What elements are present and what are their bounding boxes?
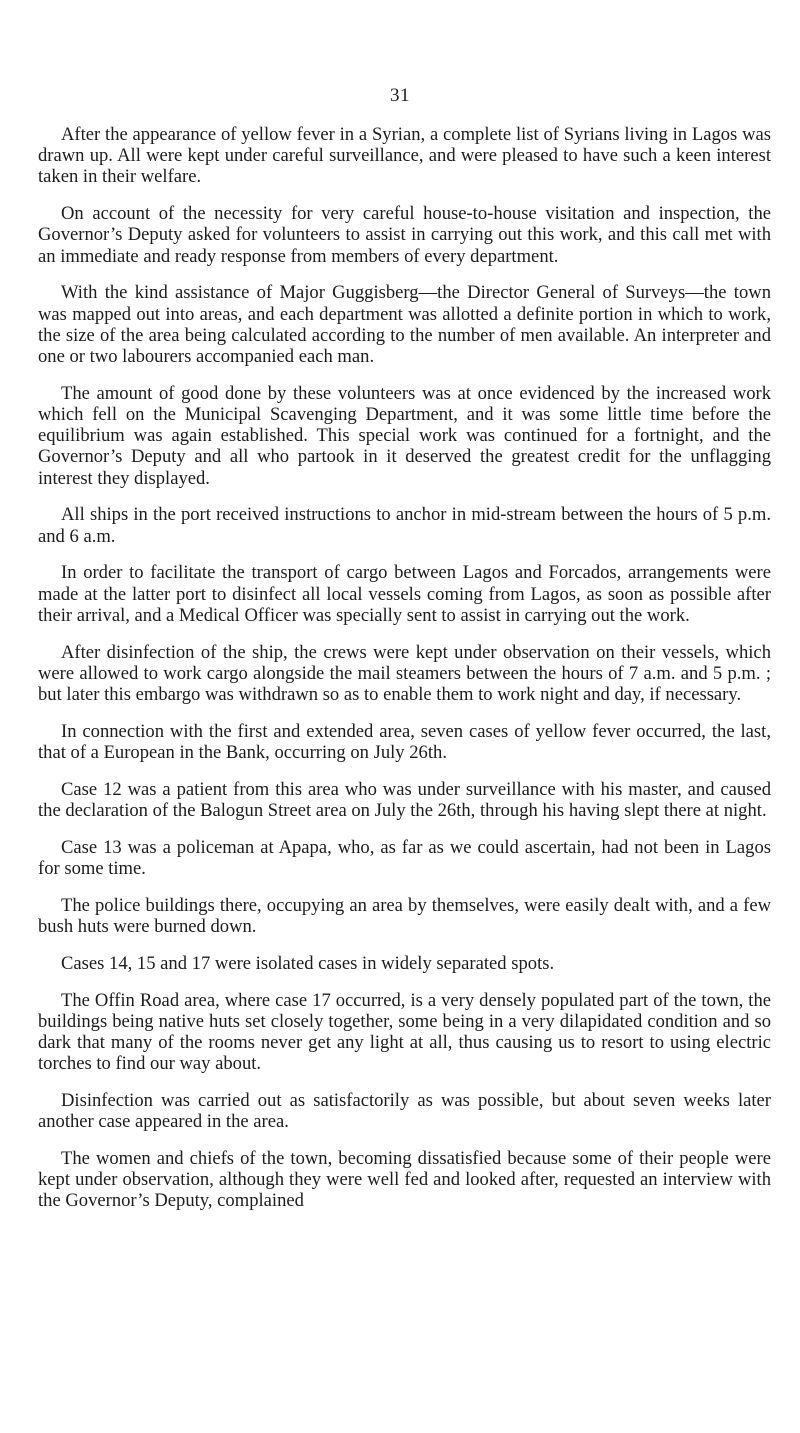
paragraph-ships-anchor: All ships in the port received instructions to anchor in mid-stream between the hours of 5 p.m. and 6 a.m. [38, 504, 771, 547]
paragraph-town-mapping: With the kind assistance of Major Guggisberg—the Director General of Surveys—the town was mapped out into areas, and each department was allotted a definite portion in which to work, the size of the area being calculated according to the number of men available. An interpreter and one or two labourers accompanied each man. [38, 282, 771, 368]
page-number: 31 [390, 85, 410, 106]
paragraph-isolated-cases: Cases 14, 15 and 17 were isolated cases in widely separated spots. [61, 952, 555, 974]
paragraph-volunteer-results: The amount of good done by these volunteers was at once evidenced by the increased work which fell on the Municipal Scavenging Department, and it was some little time before the equilibrium was again established. This special work was continued for a fortnight, and the Governor’s Deputy and all who partook in it deserved the greatest credit for the unflagging interest they displayed. [38, 382, 771, 489]
paragraph-disinfection: Disinfection was carried out as satisfactorily as was possible, but about seven weeks later another case appeared in the area. [38, 1090, 771, 1133]
paragraph-first-area-cases: In connection with the first and extended area, seven cases of yellow fever occurred, the last, that of a European in the Bank, occurring on July 26th. [38, 720, 771, 764]
body-text [38, 124, 771, 1227]
paragraph-offin-road: The Offin Road area, where case 17 occurred, is a very densely populated part of the town, the buildings being native huts set closely together, some being in a very dilapidated condition and so dark that many of the rooms never get any light at all, thus causing us to resort to using electric torches to find our way about. [38, 989, 771, 1075]
paragraph-case-12: Case 12 was a patient from this area who was under surveillance with his master, and caused the declaration of the Balogun Street area on July the 26th, through his having slept there at night. [38, 778, 771, 822]
paragraph-women-chiefs: The women and chiefs of the town, becoming dissatisfied because some of their people were kept under observation, although they were well fed and looked after, requested an interview with the Governor’s Deputy, complained [38, 1148, 771, 1212]
paragraph-police-buildings: The police buildings there, occupying an area by themselves, were easily dealt with, and a few bush huts were burned down. [38, 894, 771, 938]
paragraph-volunteers-request: On account of the necessity for very careful house-to-house visitation and inspection, the Governor’s Deputy asked for volunteers to assist in carrying out this work, and this call met with an immediate and ready response from members of every department. [38, 203, 771, 267]
paragraph-forcados-cargo: In order to facilitate the transport of cargo between Lagos and Forcados, arrangements were made at the latter port to disinfect all local vessels coming from Lagos, as soon as possible after their arrival, and a Medical Officer was specially sent to assist in carrying out the work. [38, 562, 771, 626]
paragraph-syrians-list: After the appearance of yellow fever in a Syrian, a complete list of Syrians living in Lagos was drawn up. All were kept under careful surveillance, and were pleased to have such a keen interest taken in their welfare. [38, 124, 771, 188]
paragraph-case-13: Case 13 was a policeman at Apapa, who, as far as we could ascertain, had not been in Lagos for some time. [38, 836, 771, 880]
paragraph-crew-observation: After disinfection of the ship, the crews were kept under observation on their vessels, which were allowed to work cargo alongside the mail steamers between the hours of 7 a.m. and 5 p.m. ; but later this embargo was withdrawn so as to enable them to work night and day, if necessary. [38, 641, 771, 706]
